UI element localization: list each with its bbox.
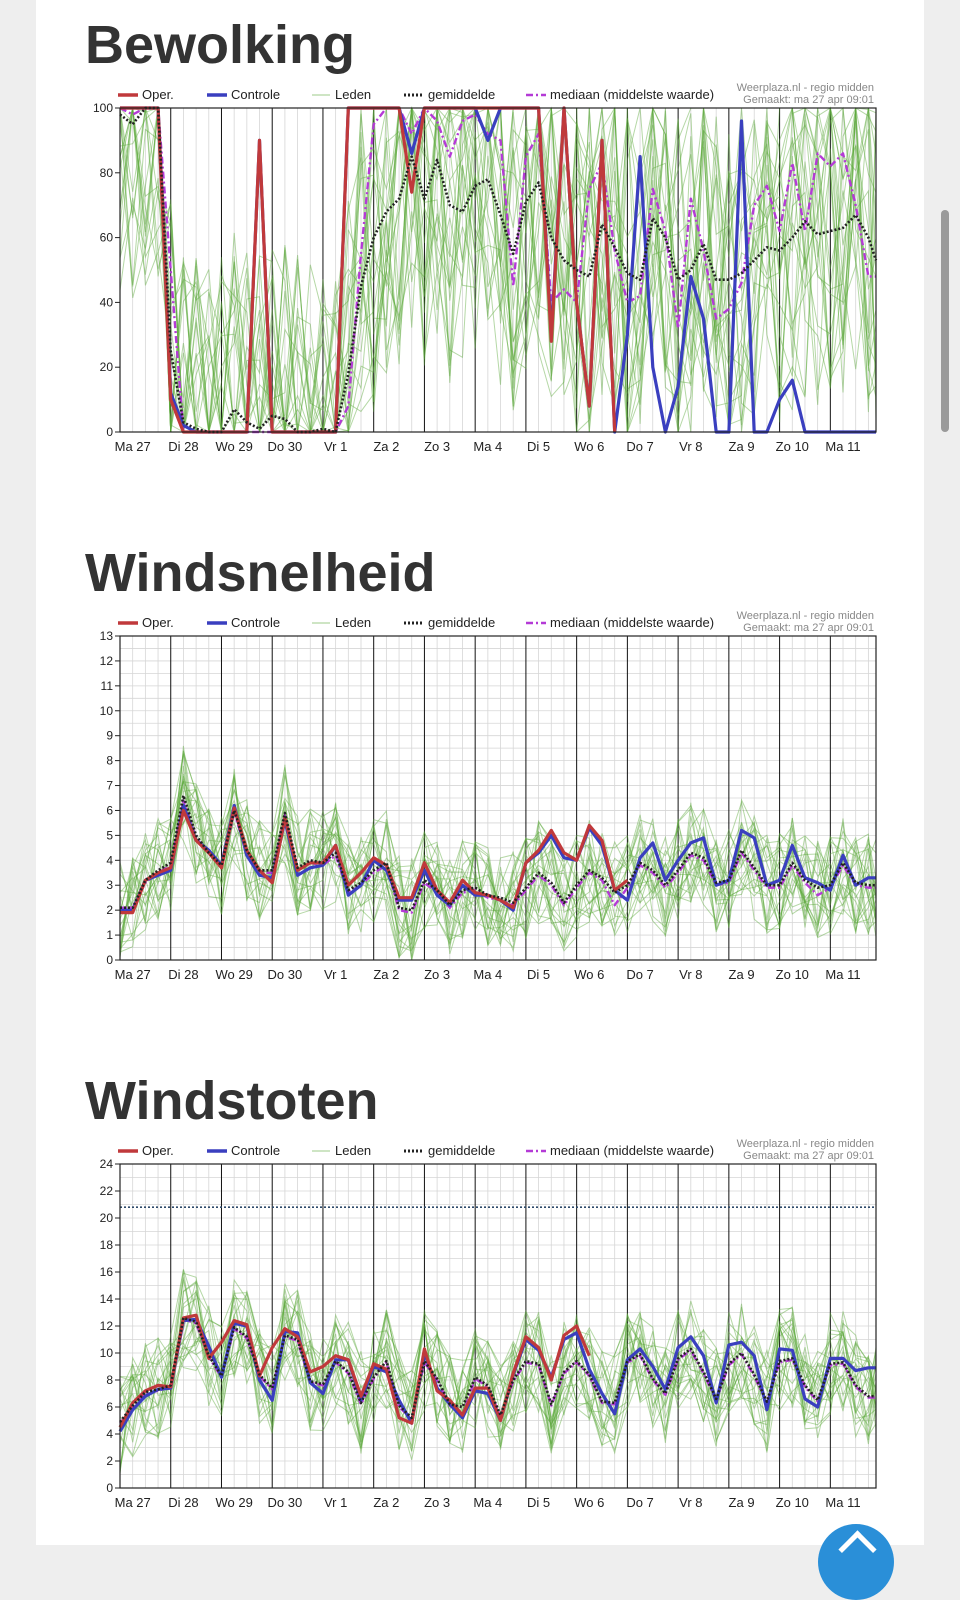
generated-timestamp: Gemaakt: ma 27 apr 09:01 bbox=[743, 622, 874, 634]
scrollbar-thumb[interactable] bbox=[941, 210, 949, 432]
x-tick-label: Ma 27 bbox=[114, 967, 151, 982]
legend-mediaan-label: mediaan (middelste waarde) bbox=[550, 1143, 715, 1158]
generated-timestamp: Gemaakt: ma 27 apr 09:01 bbox=[743, 94, 874, 106]
y-tick-label: 2 bbox=[106, 903, 113, 918]
x-tick-label: Wo 29 bbox=[215, 439, 253, 454]
y-tick-label: 6 bbox=[106, 1400, 113, 1414]
x-tick-label: Zo 10 bbox=[775, 1495, 809, 1510]
y-tick-label: 18 bbox=[99, 1238, 113, 1252]
x-tick-label: Wo 6 bbox=[574, 967, 605, 982]
x-tick-label: Za 2 bbox=[373, 1495, 400, 1510]
chevron-up-icon bbox=[838, 1530, 876, 1568]
x-tick-label: Vr 8 bbox=[679, 1495, 703, 1510]
legend-controle-label: Controle bbox=[231, 87, 281, 102]
legend-mediaan-label: mediaan (middelste waarde) bbox=[550, 615, 715, 630]
section-title-windsnelheid: Windsnelheid bbox=[85, 543, 436, 603]
legend-gemiddelde-label: gemiddelde bbox=[428, 1143, 496, 1158]
x-tick-label: Zo 3 bbox=[424, 1495, 451, 1510]
x-tick-label: Ma 27 bbox=[114, 439, 151, 454]
x-tick-label: Wo 6 bbox=[574, 439, 605, 454]
x-tick-label: Za 9 bbox=[728, 439, 755, 454]
y-tick-label: 13 bbox=[99, 629, 113, 643]
x-tick-label: Ma 4 bbox=[473, 967, 503, 982]
y-tick-label: 20 bbox=[99, 360, 113, 375]
x-tick-label: Do 7 bbox=[626, 967, 654, 982]
x-tick-label: Di 28 bbox=[168, 1495, 199, 1510]
source-credit: Weerplaza.nl - regio midden bbox=[736, 610, 874, 622]
y-tick-label: 40 bbox=[99, 295, 113, 310]
legend-gemiddelde-label: gemiddelde bbox=[428, 615, 496, 630]
x-tick-label: Zo 3 bbox=[424, 439, 451, 454]
bewolking-chart bbox=[36, 76, 924, 466]
y-tick-label: 14 bbox=[99, 1292, 113, 1306]
y-tick-label: 60 bbox=[99, 230, 113, 245]
x-tick-label: Zo 3 bbox=[424, 967, 451, 982]
legend-leden-label: Leden bbox=[335, 1143, 372, 1158]
x-tick-label: Ma 27 bbox=[114, 1495, 151, 1510]
x-tick-label: Ma 11 bbox=[825, 967, 861, 982]
x-tick-label: Di 28 bbox=[168, 967, 199, 982]
x-tick-label: Zo 10 bbox=[775, 439, 809, 454]
x-tick-label: Do 30 bbox=[267, 439, 303, 454]
x-tick-label: Vr 8 bbox=[679, 439, 703, 454]
y-tick-label: 12 bbox=[99, 653, 113, 668]
y-tick-label: 12 bbox=[99, 1319, 113, 1333]
legend-oper-label: Oper. bbox=[142, 615, 174, 630]
section-title-bewolking: Bewolking bbox=[85, 15, 356, 75]
y-tick-label: 4 bbox=[106, 1427, 113, 1441]
legend-oper-label: Oper. bbox=[142, 87, 174, 102]
y-tick-label: 20 bbox=[99, 1211, 113, 1225]
legend-leden-label: Leden bbox=[335, 615, 372, 630]
y-tick-label: 80 bbox=[99, 165, 113, 180]
x-tick-label: Za 2 bbox=[373, 967, 400, 982]
y-tick-label: 0 bbox=[106, 1481, 113, 1495]
y-tick-label: 11 bbox=[100, 678, 113, 693]
x-tick-label: Vr 1 bbox=[323, 439, 348, 454]
x-tick-label: Di 5 bbox=[527, 439, 551, 454]
content-card bbox=[36, 0, 924, 1545]
y-tick-label: 10 bbox=[99, 1346, 113, 1360]
y-tick-label: 10 bbox=[99, 703, 113, 718]
y-tick-label: 0 bbox=[106, 953, 113, 967]
x-tick-label: Do 30 bbox=[267, 1495, 303, 1510]
y-tick-label: 0 bbox=[106, 425, 113, 439]
x-tick-label: Di 28 bbox=[168, 439, 199, 454]
x-tick-label: Do 7 bbox=[626, 1495, 654, 1510]
x-tick-label: Wo 29 bbox=[215, 967, 253, 982]
legend-controle-label: Controle bbox=[231, 615, 281, 630]
x-tick-label: Za 9 bbox=[728, 967, 755, 982]
y-tick-label: 4 bbox=[106, 853, 113, 868]
legend-leden-label: Leden bbox=[335, 87, 372, 102]
source-credit: Weerplaza.nl - regio midden bbox=[736, 82, 874, 94]
windstoten-chart bbox=[36, 1132, 924, 1522]
y-tick-label: 5 bbox=[106, 828, 113, 843]
x-tick-label: Vr 1 bbox=[323, 1495, 348, 1510]
y-tick-label: 9 bbox=[106, 728, 113, 743]
legend-controle-label: Controle bbox=[231, 1143, 281, 1158]
y-tick-label: 16 bbox=[99, 1265, 113, 1279]
legend-oper-label: Oper. bbox=[142, 1143, 174, 1158]
y-tick-label: 2 bbox=[106, 1454, 113, 1468]
x-tick-label: Do 7 bbox=[626, 439, 654, 454]
x-tick-label: Vr 1 bbox=[323, 967, 348, 982]
section-title-windstoten: Windstoten bbox=[85, 1071, 379, 1131]
y-tick-label: 7 bbox=[106, 778, 113, 793]
x-tick-label: Di 5 bbox=[527, 967, 551, 982]
source-credit: Weerplaza.nl - regio midden bbox=[736, 1138, 874, 1150]
x-tick-label: Zo 10 bbox=[775, 967, 809, 982]
y-tick-label: 100 bbox=[92, 101, 113, 115]
x-tick-label: Za 9 bbox=[728, 1495, 755, 1510]
legend-gemiddelde-label: gemiddelde bbox=[428, 87, 496, 102]
x-tick-label: Ma 4 bbox=[473, 439, 503, 454]
x-tick-label: Di 5 bbox=[527, 1495, 551, 1510]
y-tick-label: 1 bbox=[106, 928, 113, 943]
y-tick-label: 8 bbox=[106, 1373, 113, 1387]
windsnelheid-chart bbox=[36, 604, 924, 994]
y-tick-label: 24 bbox=[99, 1157, 113, 1171]
x-tick-label: Vr 8 bbox=[679, 967, 703, 982]
y-tick-label: 3 bbox=[106, 878, 113, 893]
x-tick-label: Ma 11 bbox=[825, 1495, 861, 1510]
scroll-to-top-button[interactable] bbox=[818, 1524, 894, 1600]
generated-timestamp: Gemaakt: ma 27 apr 09:01 bbox=[743, 1150, 874, 1162]
x-tick-label: Za 2 bbox=[373, 439, 400, 454]
x-tick-label: Ma 11 bbox=[825, 439, 861, 454]
x-tick-label: Wo 29 bbox=[215, 1495, 253, 1510]
y-tick-label: 22 bbox=[99, 1184, 113, 1198]
x-tick-label: Ma 4 bbox=[473, 1495, 503, 1510]
y-tick-label: 6 bbox=[106, 803, 113, 818]
y-tick-label: 8 bbox=[106, 753, 113, 768]
x-tick-label: Do 30 bbox=[267, 967, 303, 982]
legend-mediaan-label: mediaan (middelste waarde) bbox=[550, 87, 715, 102]
x-tick-label: Wo 6 bbox=[574, 1495, 605, 1510]
